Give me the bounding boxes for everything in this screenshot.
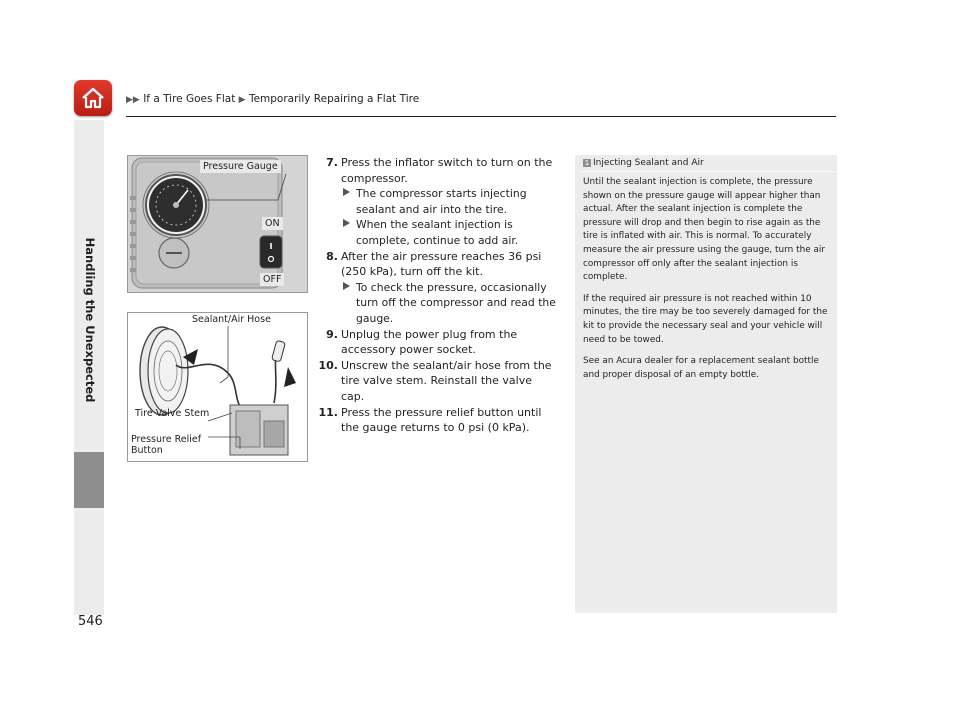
arrow-icon: [343, 219, 350, 227]
step-number: 10.: [318, 358, 338, 372]
step-sub-item: [341, 186, 558, 217]
step-sub-item: [341, 217, 558, 248]
home-button[interactable]: [74, 80, 112, 116]
step-item: [316, 249, 558, 280]
header-rule: [126, 116, 836, 117]
breadcrumb-arrow-icon: ▶: [238, 95, 246, 105]
pressure-relief-label-line1: Pressure Relief: [131, 434, 202, 445]
side-tab-label[interactable]: Handling the Unexpected: [83, 237, 97, 403]
compressor-panel-figure: [127, 155, 308, 293]
page-number: 546: [78, 614, 103, 629]
breadcrumb-item[interactable]: Temporarily Repairing a Flat Tire: [248, 93, 420, 105]
on-label: ON: [262, 217, 283, 230]
step-number: 8.: [326, 249, 338, 263]
note-divider: [581, 171, 835, 172]
arrow-icon: [343, 282, 350, 290]
note-panel: [575, 155, 837, 613]
home-icon: [80, 85, 106, 111]
off-label: OFF: [260, 273, 284, 286]
pressure-relief-button-label: [128, 433, 204, 457]
note-body: [583, 176, 831, 390]
step-item: [316, 405, 558, 436]
step-sub-text: The compressor starts injecting sealant and air into the tire.: [356, 187, 527, 216]
tire-valve-stem-label: Tire Valve Stem: [135, 408, 210, 419]
tire-hose-figure: [127, 312, 308, 462]
note-title: [583, 158, 704, 168]
step-item: [316, 358, 558, 405]
step-text: After the air pressure reaches 36 psi (250 kPa), turn off the kit.: [341, 249, 542, 279]
step-item: [316, 327, 558, 358]
step-sub-item: [341, 280, 558, 327]
step-item: [316, 155, 558, 186]
step-text: Unplug the power plug from the accessory power socket.: [341, 327, 518, 357]
note-number-icon: 1: [584, 158, 590, 167]
step-number: 9.: [326, 327, 338, 341]
steps-list: [316, 155, 558, 436]
step-text: Press the inflator switch to turn on the compressor.: [341, 156, 553, 185]
note-title-text: Injecting Sealant and Air: [593, 158, 704, 168]
pressure-relief-label-line2: Button: [131, 445, 163, 456]
breadcrumb: [126, 93, 419, 105]
step-sub-list: [316, 186, 558, 248]
note-paragraph: See an Acura dealer for a replacement sealant bottle and proper disposal of an empty bottle.: [583, 356, 819, 380]
pressure-gauge-label: Pressure Gauge: [200, 160, 281, 173]
sealant-air-hose-label: Sealant/Air Hose: [189, 313, 274, 326]
step-sub-text: When the sealant injection is complete, continue to add air.: [356, 218, 519, 247]
step-sub-text: To check the pressure, occasionally turn off the compressor and read the gauge.: [356, 280, 556, 325]
step-number: 7.: [326, 156, 338, 169]
step-sub-list: [316, 280, 558, 327]
breadcrumb-item[interactable]: If a Tire Goes Flat: [143, 93, 236, 105]
step-text: Press the pressure relief button until the gauge returns to 0 psi (0 kPa).: [341, 405, 542, 435]
step-number: 11.: [318, 405, 338, 419]
side-tab-marker: [74, 452, 104, 508]
arrow-icon: [343, 188, 350, 196]
note-paragraph: If the required air pressure is not reached within 10 minutes, the tire may be too severely damaged for the kit to provide the necessary seal and your vehicle will need to be towed.: [583, 293, 828, 345]
step-text: Unscrew the sealant/air hose from the tire valve stem. Reinstall the valve cap.: [341, 358, 552, 403]
breadcrumb-arrow-icon: ▶▶: [126, 95, 140, 105]
note-paragraph: Until the sealant injection is complete, the pressure shown on the pressure gauge will appear higher than actual. After the sealant injection is complete the pressure will drop and then begin to rise again as the tire is inflated with air. This is normal. To accurately measure the air pressure using the gauge, turn the air compressor off only after the sealant injection is complete.: [583, 177, 826, 283]
